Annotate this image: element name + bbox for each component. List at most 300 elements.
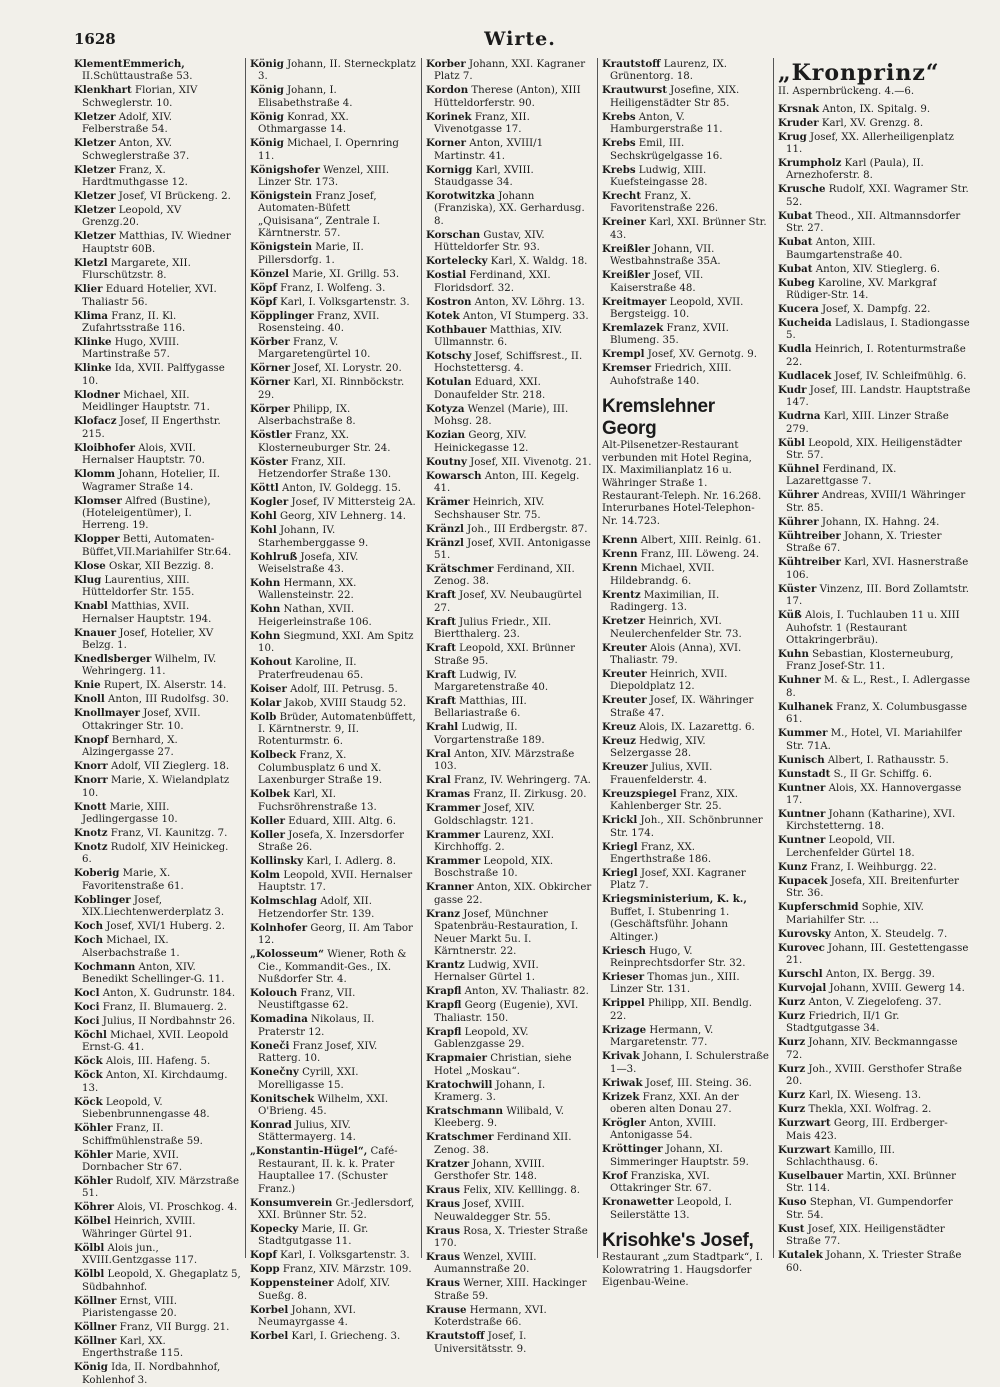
entry-details: Michael, IX. Alserbachstraße 1.	[82, 935, 180, 959]
advert-kronprinz	[778, 60, 971, 99]
entry-name: Königstein	[250, 190, 313, 203]
entry-details: Marie, X. Wielandplatz 10.	[82, 775, 230, 799]
entry-details: Anton, XV. Schweglerstraße 37.	[82, 138, 190, 162]
directory-entry	[250, 711, 417, 749]
entry-name: Kust	[778, 1222, 805, 1235]
entry-name: Kraft	[426, 668, 456, 681]
entry-details: Bernhard, X. Alzingergasse 27.	[82, 734, 178, 759]
entry-name: Kraft	[426, 642, 456, 655]
directory-entry	[426, 1105, 593, 1131]
entry-name: Krenn	[602, 548, 638, 561]
entry-details: Leopold, VII. Lerchenfelder Gürtel 18.	[786, 835, 915, 859]
directory-entry	[602, 322, 769, 348]
directory-entry	[778, 370, 971, 383]
entry-name: Krapfl	[426, 985, 462, 998]
entry-details: Albert, I. Rathausstr. 5.	[824, 754, 949, 766]
entry-details: Josef, III. Steing. 36.	[642, 1077, 752, 1089]
entry-name: Küß	[778, 609, 802, 622]
entry-name: Krause	[426, 1303, 467, 1316]
entry-details: Hermann, XVI. Koterdstraße 66.	[434, 1304, 547, 1329]
entry-name: Kral	[426, 774, 451, 787]
entry-name: Körner	[250, 362, 291, 375]
entry-name: Konečny	[250, 1066, 299, 1079]
directory-entry	[426, 985, 593, 998]
entry-details: Karl, XI. Fuchsröhrenstraße 13.	[258, 789, 377, 813]
entry-name: Kletzer	[74, 230, 116, 243]
entry-details: Josef, II Engerthstr. 215.	[82, 416, 221, 440]
directory-entry	[602, 642, 769, 668]
directory-entry	[602, 348, 769, 361]
entry-details: Anton, X. Gudrunstr. 184.	[99, 988, 236, 999]
advert-title: Krisohke's Josef,	[602, 1230, 754, 1251]
entry-name: Kozian	[426, 429, 466, 442]
directory-entry	[426, 1198, 593, 1224]
directory-entry	[74, 1175, 241, 1201]
entry-name: Klima	[74, 309, 108, 322]
entry-name: Köpf	[250, 295, 277, 308]
entry-name: Küster	[778, 582, 817, 595]
entry-details: Buffet, I. Stubenring 1. (Geschäftsführ. Johann Altinger.)	[610, 906, 730, 943]
entry-details: Franz, XXI. An der oberen alten Donau 27.	[610, 1091, 739, 1115]
entry-name: Krautwurst	[602, 84, 667, 97]
entry-name: Kudr	[778, 383, 807, 396]
entry-name: Klomm	[74, 468, 116, 481]
entry-details: Franz, I. Weihburgg. 22.	[807, 861, 937, 873]
directory-entry	[74, 1001, 241, 1014]
directory-entry	[74, 310, 241, 336]
directory-entry	[250, 1013, 417, 1039]
directory-entry	[250, 922, 417, 948]
entry-details: Laurenz, XXI. Kirchhoffg. 2.	[434, 829, 554, 853]
page-header	[70, 28, 970, 54]
entry-details: Café-Restaurant, II. k. k. Prater Hauptallee 17. (Schuster Franz.)	[258, 1146, 398, 1195]
directory-entry	[778, 701, 971, 727]
directory-entry	[74, 362, 241, 388]
entry-details: Marie, XI. Grillg. 53.	[288, 268, 400, 280]
entry-name: Krivak	[602, 1050, 640, 1063]
entry-details: Julius, XVII. Frauenfelderstr. 4.	[610, 762, 713, 786]
directory-entry	[778, 317, 971, 343]
entry-name: Kubat	[778, 236, 813, 249]
entry-name: Krumpholz	[778, 157, 842, 169]
entry-details: Karl, XIII. Linzer Straße 279.	[786, 411, 949, 435]
entry-name: Kupacek	[778, 874, 828, 887]
entry-details: Franz, XX. Engerthstraße 186.	[610, 841, 712, 865]
entry-name: Kratschmer	[426, 1131, 494, 1144]
directory-entry	[250, 987, 417, 1013]
entry-details: Johann, X. Triester Straße 67.	[786, 530, 942, 555]
directory-entry	[602, 1170, 769, 1196]
directory-entry	[74, 1268, 241, 1294]
entry-details: Maximilian, II. Radingerg. 13.	[610, 589, 720, 614]
entry-name: Köhrer	[74, 1201, 115, 1214]
entry-name: Krahl	[426, 721, 459, 734]
entry-name: Kummer	[778, 727, 828, 740]
directory-entry	[74, 693, 241, 706]
entry-details: Franz, II. Blumauerg. 2.	[99, 1002, 227, 1013]
entry-details: Johann (Katharine), XVI. Kirchstetterng. 18.	[786, 808, 956, 833]
entry-name: Kronawetter	[602, 1196, 674, 1209]
directory-entry	[778, 263, 971, 276]
entry-details: Albert, XIII. Reinlg. 61.	[637, 535, 762, 547]
directory-entry	[426, 350, 593, 376]
entry-details: Georg, II. Am Tabor 12.	[258, 922, 413, 947]
directory-entry	[74, 1015, 241, 1028]
directory-entry	[778, 727, 971, 753]
directory-entry	[778, 1144, 971, 1170]
advert-body: II. Aspernbrückeng. 4.—6.	[778, 86, 915, 97]
entry-details: Franz, III. Löweng. 24.	[637, 549, 760, 561]
entry-details: Karl, IX. Wieseng. 13.	[805, 1090, 922, 1102]
entry-name: Kohl	[250, 510, 277, 523]
directory-entry	[778, 648, 971, 674]
entry-name: Krapfl	[426, 999, 462, 1012]
entry-name: Kühnel	[778, 463, 820, 476]
entry-name: Königstein	[250, 241, 313, 254]
entry-details: Hugo, V. Reinprechtsdorfer Str. 32.	[610, 945, 746, 969]
entry-details: Hedwig, XIV. Selzergasse 28.	[610, 735, 706, 760]
directory-entry	[74, 774, 241, 800]
entry-details: Anton, IX. Spitalg. 9.	[819, 103, 931, 115]
directory-entry	[74, 1069, 241, 1095]
directory-entry	[426, 748, 593, 774]
entry-details: Josef, XVII. Antonigasse 51.	[434, 537, 591, 561]
entry-name: Köhler	[74, 1122, 113, 1135]
directory-entry	[602, 362, 769, 388]
entry-name: Kolar	[250, 696, 282, 709]
directory-entry	[778, 236, 971, 262]
entry-name: Kohn	[250, 603, 281, 616]
entry-details: Josef, XX. Allerheiligenplatz 11.	[786, 131, 954, 155]
entry-name: Kopf	[250, 1249, 277, 1262]
entry-details: Josef, XVI/1 Huberg. 2.	[103, 921, 226, 933]
entry-name: Kruder	[778, 116, 819, 129]
entry-name: Krammer	[426, 802, 481, 815]
entry-details: Wilhelm, IV. Wehringerg. 11.	[82, 653, 217, 678]
directory-entry	[778, 277, 971, 303]
directory-entry	[250, 1223, 417, 1249]
entry-details: Josef, XIX. Heiligenstädter Straße 77.	[786, 1223, 945, 1248]
entry-details: Johann, VII. Westbahnstraße 35A.	[610, 243, 721, 268]
entry-name: Köstler	[250, 429, 292, 442]
directory-entry	[602, 534, 769, 547]
directory-entry	[778, 343, 971, 369]
directory-entry	[426, 310, 593, 323]
entry-name: Knorr	[74, 774, 108, 787]
entry-details: Emil, III. Sechskrügelgasse 16.	[610, 138, 723, 162]
entry-details: Anton, XVIII. Antonigasse 54.	[610, 1117, 717, 1142]
entry-details: Georg, XIV. Heinickegasse 12.	[434, 430, 529, 454]
entry-name: Koch	[74, 934, 104, 947]
directory-entry	[426, 959, 593, 985]
entry-name: Kletzer	[74, 137, 116, 150]
directory-entry	[778, 131, 971, 157]
entry-name: Koiser	[250, 682, 287, 695]
directory-entry	[250, 190, 417, 241]
entry-name: Kraft	[426, 589, 456, 602]
entry-name: Kurovec	[778, 941, 825, 954]
directory-entry	[74, 987, 241, 1000]
entry-details: Hermann, V. Margaretenstr. 77.	[610, 1024, 714, 1049]
directory-entry	[74, 442, 241, 468]
directory-entry	[426, 1131, 593, 1157]
entry-name: Kriwak	[602, 1076, 643, 1089]
directory-entry	[74, 230, 241, 256]
entry-details: Josef, Schiffsrest., II. Hochstettersg. 4.	[434, 351, 583, 375]
directory-entry	[250, 1304, 417, 1330]
entry-name: Kolmschlag	[250, 895, 318, 908]
entry-name: Klinke	[74, 362, 112, 375]
directory-entry	[426, 84, 593, 110]
entry-details: Franz, II. Kl. Zufahrtsstraße 116.	[82, 310, 186, 335]
entry-details: Florian, XIV Schweglerstr. 10.	[82, 85, 198, 109]
entry-name: Krebs	[602, 163, 636, 176]
directory-entry	[74, 679, 241, 692]
directory-entry	[74, 204, 241, 230]
directory-entry	[250, 855, 417, 868]
entry-name: Kremser	[602, 362, 652, 375]
directory-entry	[778, 928, 971, 941]
entry-details: Franz, XIV. Märzstr. 109.	[279, 1264, 412, 1276]
entry-name: Krebs	[602, 137, 636, 150]
directory-entry	[426, 1251, 593, 1277]
directory-entry	[74, 495, 241, 533]
entry-name: Kolbeck	[250, 749, 297, 762]
entry-name: Kreiner	[602, 216, 646, 229]
directory-entry	[250, 829, 417, 855]
entry-name: Korotwitzka	[426, 190, 496, 203]
entry-details: Johann, XVI. Neumayrgasse 4.	[258, 1304, 356, 1329]
entry-name: Korbel	[250, 1303, 289, 1316]
entry-details: Oskar, XII Bezzig. 8.	[105, 560, 214, 572]
entry-details: Michael, I. Opernring 11.	[258, 138, 399, 162]
entry-name: Kreuz	[602, 720, 636, 733]
entry-name: Kraus	[426, 1277, 460, 1290]
entry-name: „Kolosseum“	[250, 948, 324, 961]
directory-entry	[426, 829, 593, 855]
directory-entry	[426, 1184, 593, 1197]
entry-details: Ida, II. Nordbahnhof, Kohlenhof 3.	[82, 1362, 221, 1386]
entry-details: Wiener, Roth & Cie., Kommandit-Ges., IX. Nußdorfer Str. 4.	[258, 949, 407, 985]
entry-name: Kotek	[426, 309, 460, 322]
entry-name: Kunisch	[778, 753, 825, 766]
entry-details: Ludwig, XIII. Kuefsteingasse 28.	[610, 164, 708, 189]
entry-details: Eduard Hotelier, XVI. Thaliastr 56.	[82, 284, 217, 308]
directory-entry	[778, 530, 971, 556]
directory-entry	[74, 468, 241, 494]
entry-name: Kothbauer	[426, 323, 487, 336]
directory-entry	[426, 269, 593, 295]
entry-details: Ida, XVII. Palffygasse 10.	[82, 363, 225, 387]
entry-details: Heinrich, XIV. Sechshauser Str. 75.	[434, 497, 545, 521]
entry-details: Anton, III. Kegelg. 41.	[434, 470, 580, 495]
entry-name: König	[250, 58, 284, 70]
entry-name: Knotz	[74, 826, 108, 839]
directory-entry	[778, 1036, 971, 1062]
directory-entry	[74, 894, 241, 920]
directory-entry	[778, 674, 971, 700]
directory-entry	[74, 560, 241, 573]
entry-name: Koppensteiner	[250, 1277, 334, 1290]
entry-name: Kotschy	[426, 350, 472, 363]
directory-entry	[250, 403, 417, 429]
entry-details: Georg, XIV Lehnerg. 14.	[276, 511, 406, 523]
entry-name: Kreuz	[602, 734, 636, 747]
directory-entry	[778, 942, 971, 968]
directory-entry	[74, 84, 241, 110]
entry-name: König	[250, 137, 284, 150]
directory-entry	[250, 496, 417, 509]
entry-name: Kornigg	[426, 163, 473, 176]
entry-details: Georg (Eugenie), XVI. Thaliastr. 150.	[434, 1000, 579, 1024]
entry-details: Johann, Hotelier, II. Wagramer Straße 14.	[82, 469, 220, 493]
entry-name: Kocl	[74, 987, 100, 999]
entry-details: Johann, I. Kramerg. 3.	[434, 1079, 546, 1104]
entry-name: Köttl	[250, 482, 279, 495]
entry-details: Franz, X. Favoritenstraße 226.	[610, 191, 719, 215]
entry-details: Wenzel, XVIII. Aumannstraße 20.	[434, 1252, 537, 1276]
entry-name: Kohlruß	[250, 550, 298, 563]
entry-details: Anton, XIII. Baumgartenstraße 40.	[786, 237, 903, 261]
entry-name: Krautstoff	[602, 58, 661, 70]
entry-details: Josefa, XIV. Weiselstraße 43.	[258, 551, 359, 575]
entry-details: Wilhelm, XXI. O'Brieng. 45.	[258, 1093, 389, 1118]
directory-entry	[778, 861, 971, 874]
directory-entry	[426, 111, 593, 137]
entry-details: Rudolf, XIV Heinickeg. 6.	[82, 841, 229, 866]
entry-details: Josef, X. Dampfg. 22.	[818, 304, 931, 316]
entry-name: Kreuter	[602, 694, 647, 707]
entry-name: Kubat	[778, 209, 813, 222]
entry-name: Krecht	[602, 190, 642, 203]
entry-details: Karl, X. Waldg. 18.	[487, 256, 588, 268]
directory-entry	[426, 788, 593, 801]
directory-entry	[602, 721, 769, 734]
entry-details: Karl, XVIII. Staudgasse 34.	[434, 164, 534, 189]
directory-entry	[250, 1330, 417, 1343]
directory-entry	[426, 881, 593, 907]
entry-name: Kraus	[426, 1251, 460, 1264]
entry-details: Wilibald, V. Kleeberg. 9.	[434, 1106, 565, 1130]
entry-name: Kriegsministerium, K. k.,	[602, 893, 747, 906]
directory-entry	[250, 241, 417, 267]
entry-name: Kopp	[250, 1263, 280, 1276]
advert-title: „Kronprinz“	[778, 60, 940, 86]
entry-name: Knott	[74, 800, 107, 813]
entry-name: Kratochwill	[426, 1078, 493, 1091]
directory-entry	[426, 999, 593, 1025]
entry-name: Klopper	[74, 533, 120, 546]
entry-details: Josef, Münchner Spatenbräu-Restauration, I. Neuer Markt 5u. I. Kärntnerstr. 22.	[434, 908, 579, 957]
directory-entry	[250, 429, 417, 455]
entry-details: Leopold, XVII. Bergsteigg. 10.	[610, 296, 744, 321]
column-4-entries-top	[602, 58, 769, 388]
entry-name: König	[74, 1361, 108, 1374]
entry-name: Körper	[250, 402, 290, 415]
directory-entry	[250, 749, 417, 787]
directory-entry	[602, 548, 769, 561]
directory-entry	[426, 190, 593, 228]
directory-entry	[74, 827, 241, 840]
entry-details: Sebastian, Klosterneuburg, Franz Josef-Str. 11.	[786, 648, 954, 673]
entry-details: Friedrich, II/1 Gr. Stadtgutgasse 34.	[786, 1010, 900, 1035]
entry-name: Knorr	[74, 760, 108, 773]
entry-name: Korbel	[250, 1330, 289, 1343]
entry-details: Matthias, III. Bellariastraße 6.	[434, 695, 527, 720]
entry-name: Kostial	[426, 269, 467, 282]
directory-entry	[602, 1196, 769, 1222]
entry-name: Krantz	[426, 959, 465, 971]
entry-details: Karl, XVI. Hasnerstraße 106.	[786, 557, 969, 581]
directory-entry	[426, 1052, 593, 1078]
entry-name: Kuntner	[778, 807, 826, 820]
entry-details: Josef, XV. Neubaugürtel 27.	[434, 590, 582, 614]
entry-details: Hermann, XX. Wallensteinstr. 22.	[258, 577, 357, 602]
entry-details: Konrad, XX. Othmargasse 14.	[258, 111, 349, 136]
entry-details: Franz, X. Hardtmuthgasse 12.	[82, 164, 188, 189]
entry-name: Kraus	[426, 1224, 460, 1237]
directory-entry	[74, 1096, 241, 1122]
directory-entry	[250, 482, 417, 495]
entry-details: Anton, XIX. Obkircher gasse 22.	[434, 882, 592, 906]
directory-entry	[74, 58, 241, 84]
entry-name: Köpplinger	[250, 309, 314, 322]
entry-details: Anton, V. Ziegelofeng. 37.	[805, 996, 942, 1008]
directory-entry	[778, 183, 971, 209]
entry-details: Franz, VII. Neustiftgasse 62.	[258, 988, 356, 1012]
column-1	[70, 58, 246, 1386]
directory-entry	[426, 164, 593, 190]
entry-details: Adolf, III. Petrusg. 5.	[286, 683, 398, 695]
entry-details: Johann, XI. Simmeringer Hauptstr. 59.	[610, 1144, 749, 1168]
directory-entry	[602, 1077, 769, 1090]
entry-details: M., Hotel, VI. Mariahilfer Str. 71A.	[786, 728, 963, 752]
entry-name: Kucera	[778, 303, 819, 316]
directory-entry	[250, 58, 417, 84]
directory-entry	[74, 111, 241, 137]
entry-name: Kreuter	[602, 641, 647, 654]
directory-entry	[602, 1143, 769, 1169]
entry-name: Kunz	[778, 860, 808, 873]
directory-entry	[74, 1055, 241, 1068]
directory-entry	[602, 243, 769, 269]
directory-entry	[778, 1170, 971, 1196]
directory-entry	[426, 908, 593, 959]
directory-entry	[602, 216, 769, 242]
entry-name: Köllner	[74, 1335, 117, 1348]
directory-entry	[74, 653, 241, 679]
entry-name: Kucheida	[778, 317, 832, 330]
entry-name: Krenn	[602, 534, 638, 547]
entry-name: Krebs	[602, 110, 636, 123]
entry-details: Karl, XI. Rinnböckstr. 29.	[258, 377, 405, 401]
directory-entry	[250, 1263, 417, 1276]
directory-entry	[602, 562, 769, 588]
directory-entry	[602, 164, 769, 190]
entry-name: Krizek	[602, 1090, 640, 1103]
entry-name: König	[250, 84, 284, 97]
entry-name: Kreuzer	[602, 761, 648, 774]
entry-details: Hugo, XVIII. Martinstraße 57.	[82, 337, 180, 361]
entry-name: Kostron	[426, 295, 472, 308]
entry-name: Koch	[74, 920, 104, 933]
entry-details: Karl, I. Volksgartenstr. 3.	[276, 1250, 410, 1262]
directory-entry	[250, 577, 417, 603]
entry-name: Kurz	[778, 995, 806, 1008]
entry-details: Johann, IX. Hahng. 24.	[818, 516, 940, 528]
directory-entry	[778, 834, 971, 860]
directory-entry	[778, 489, 971, 515]
